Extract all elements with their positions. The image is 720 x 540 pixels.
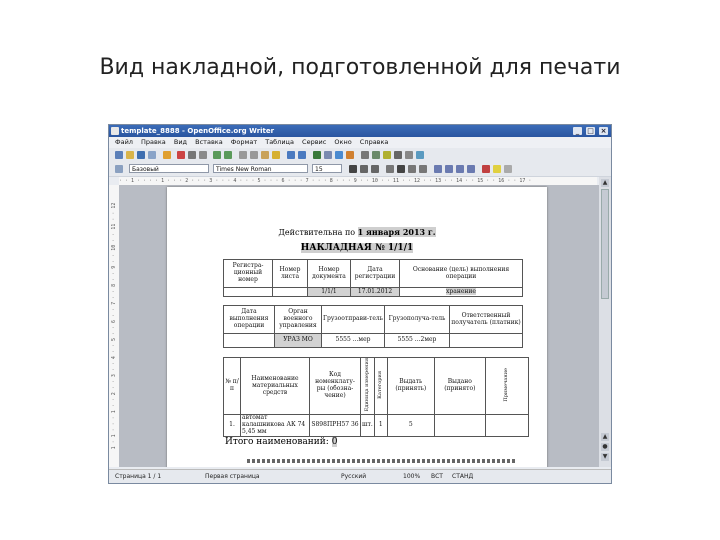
menu-file[interactable]: Файл [115, 138, 133, 146]
chart-icon[interactable] [335, 151, 343, 159]
align-right-icon[interactable] [408, 165, 416, 173]
menu-insert[interactable]: Вставка [195, 138, 223, 146]
document-area[interactable] [119, 185, 599, 467]
font-name-select[interactable]: Times New Roman [213, 164, 308, 173]
paragraph-style-select[interactable]: Базовый [129, 164, 209, 173]
table-header-cell [361, 358, 375, 415]
table-cell[interactable]: 5 [387, 415, 434, 437]
table-header-cell: Наименование материальных средств [241, 358, 310, 415]
total-items [225, 437, 337, 447]
styles-icon[interactable] [115, 165, 123, 173]
table-header-cell: Код номенклату-ры (обозна-чение) [310, 358, 361, 415]
table-header-cell: Дата регистрации [351, 260, 400, 288]
hyperlink-icon[interactable] [313, 151, 321, 159]
valid-until-line [167, 227, 547, 237]
table-cell[interactable] [400, 288, 523, 297]
justify-icon[interactable] [419, 165, 427, 173]
total-value: 0 [331, 437, 338, 447]
window-title: template_8888 - OpenOffice.org Writer [121, 127, 275, 135]
format-paintbrush-icon[interactable] [272, 151, 280, 159]
background-color-icon[interactable] [504, 165, 512, 173]
underline-icon[interactable] [371, 165, 379, 173]
previous-page-icon[interactable]: ▲ [602, 433, 608, 440]
operation-table [223, 305, 523, 348]
decrease-indent-icon[interactable] [456, 165, 464, 173]
table-row [224, 358, 529, 415]
table-cell[interactable]: 17.01.2012 [351, 288, 400, 297]
formatting-marks-icon[interactable] [394, 151, 402, 159]
table-cell[interactable] [450, 334, 523, 348]
align-left-icon[interactable] [386, 165, 394, 173]
table-cell[interactable] [224, 288, 273, 297]
formatting-toolbar [109, 162, 611, 177]
redo-icon[interactable] [298, 151, 306, 159]
table-icon[interactable] [324, 151, 332, 159]
status-page-style[interactable]: Первая страница [205, 473, 260, 480]
table-cell[interactable]: УРАЗ МО [275, 334, 322, 348]
table-header-cell: Грузополуча-тель [385, 306, 450, 334]
status-page[interactable]: Страница 1 / 1 [115, 473, 162, 480]
menu-edit[interactable]: Правка [141, 138, 166, 146]
table-row [224, 260, 523, 288]
table-header-cell: Ответственный получатель (платник) [450, 306, 523, 334]
spellcheck-icon[interactable] [213, 151, 221, 159]
total-label: Итого наименований: [225, 437, 329, 447]
gallery-icon[interactable] [383, 151, 391, 159]
autospellcheck-icon[interactable] [224, 151, 232, 159]
purpose-value: хранение [446, 287, 476, 295]
table-row [224, 288, 523, 297]
standard-toolbar [109, 148, 611, 163]
table-cell[interactable]: 1/1/1 [308, 288, 351, 297]
table-header-cell: Основание (цель) выполнения операции [400, 260, 523, 288]
registration-table [223, 259, 523, 297]
numbering-icon[interactable] [434, 165, 442, 173]
window-titlebar [109, 125, 611, 137]
maximize-button[interactable]: □ [587, 127, 594, 135]
menu-bar [109, 137, 611, 148]
table-header-cell: Грузоотправи-тель [322, 306, 385, 334]
help-icon[interactable] [416, 151, 424, 159]
note-header-vertical: Примечание [503, 367, 510, 402]
table-header-cell [485, 358, 528, 415]
table-header-cell: Выдать (принять) [387, 358, 434, 415]
table-header-cell [374, 358, 387, 415]
table-header-cell: Выдано (принято) [434, 358, 485, 415]
status-insert-mode[interactable]: ВСТ [431, 473, 443, 480]
menu-help[interactable]: Справка [359, 138, 389, 146]
cut-icon[interactable] [239, 151, 247, 159]
heading-text: НАКЛАДНАЯ № 1/1/1 [300, 243, 414, 253]
menu-format[interactable]: Формат [230, 138, 258, 146]
document-heading [167, 243, 547, 253]
export-pdf-icon[interactable] [177, 151, 185, 159]
bullets-icon[interactable] [445, 165, 453, 173]
status-bar [109, 469, 611, 484]
status-language[interactable]: Русский [341, 473, 367, 480]
font-color-icon[interactable] [482, 165, 490, 173]
font-size-select[interactable]: 15 [312, 164, 342, 173]
menu-view[interactable]: Вид [173, 138, 188, 146]
increase-indent-icon[interactable] [467, 165, 475, 173]
zoom-icon[interactable] [405, 151, 413, 159]
horizontal-ruler[interactable]: · · 1 · · · · 1 · · · 2 · · · 3 · · · 4 · · · 5 · · · 6 · · · 7 · · · 8 · · · 9 · · 10 · · 11 · · 12 · · 13 · · 14 · · 15 · · 16 · · 17 · [119, 177, 597, 186]
bold-icon[interactable] [349, 165, 357, 173]
undo-icon[interactable] [287, 151, 295, 159]
minimize-button[interactable]: _ [573, 127, 582, 135]
new-document-icon[interactable] [115, 151, 123, 159]
table-cell[interactable] [224, 334, 275, 348]
table-cell[interactable]: автомат калашникова АК 74 5,45 мм [241, 415, 310, 437]
writer-app-icon [111, 127, 119, 135]
table-row [224, 334, 523, 348]
save-icon[interactable] [137, 151, 145, 159]
table-header-cell: Орган военного управления [275, 306, 322, 334]
table-header-cell: № п/п [224, 358, 241, 415]
italic-icon[interactable] [360, 165, 368, 173]
table-cell[interactable]: S898ПРН57 36 [310, 415, 361, 437]
navigator-icon[interactable] [372, 151, 380, 159]
vertical-ruler-marks: 1 · 1 · · · 1 · · 2 · · 3 · · 4 · · 5 · · 6 · · 7 · · 8 · · 9 · · 10 · · 11 · · 12 [111, 202, 117, 450]
table-header-cell: Номер листа [273, 260, 308, 288]
table-cell[interactable]: 1 [374, 415, 387, 437]
page-preview-icon[interactable] [199, 151, 207, 159]
table-cell[interactable] [485, 415, 528, 437]
edit-file-icon[interactable] [163, 151, 171, 159]
table-cell[interactable]: 1. [224, 415, 241, 437]
vertical-scrollbar[interactable] [599, 177, 611, 467]
close-button[interactable]: × [600, 127, 607, 135]
valid-until-date: 1 января 2013 г. [357, 227, 436, 237]
find-replace-icon[interactable] [361, 151, 369, 159]
email-icon[interactable] [148, 151, 156, 159]
menu-table[interactable]: Таблица [265, 138, 294, 146]
status-selection-mode[interactable]: СТАНД [452, 473, 474, 480]
table-header-cell: Номер документа [308, 260, 351, 288]
category-header-vertical: Категория [376, 370, 383, 399]
status-zoom[interactable]: 100% [403, 473, 421, 480]
scroll-thumb[interactable] [601, 189, 609, 299]
print-icon[interactable] [188, 151, 196, 159]
writer-window [108, 124, 612, 484]
unit-header-vertical: Единица измерения [363, 358, 370, 412]
materials-table [223, 357, 529, 437]
table-row [224, 415, 529, 437]
highlighting-icon[interactable] [493, 165, 501, 173]
table-cell[interactable]: 5555 ...мер [322, 334, 385, 348]
document-page[interactable] [167, 187, 547, 467]
table-cell[interactable]: 5555 ...2мер [385, 334, 450, 348]
scroll-up-icon[interactable]: ▲ [602, 179, 608, 186]
table-header-cell: Дата выполнения операции [224, 306, 275, 334]
valid-until-prefix: Действительна по [278, 228, 356, 237]
menu-tools[interactable]: Сервис [302, 138, 327, 146]
align-center-icon[interactable] [397, 165, 405, 173]
table-row [224, 306, 523, 334]
slide-title: Вид накладной, подготовленной для печати [99, 55, 621, 80]
table-cell[interactable]: шт. [361, 415, 375, 437]
table-cell[interactable] [273, 288, 308, 297]
table-cell[interactable] [434, 415, 485, 437]
draw-functions-icon[interactable] [346, 151, 354, 159]
copy-icon[interactable] [250, 151, 258, 159]
paste-icon[interactable] [261, 151, 269, 159]
cut-off-text-line [247, 459, 517, 463]
next-page-icon[interactable]: ▼ [602, 453, 608, 460]
menu-window[interactable]: Окно [334, 138, 352, 146]
open-icon[interactable] [126, 151, 134, 159]
table-header-cell: Регистра-ционный номер [224, 260, 273, 288]
navigation-icon[interactable]: ● [602, 443, 608, 450]
